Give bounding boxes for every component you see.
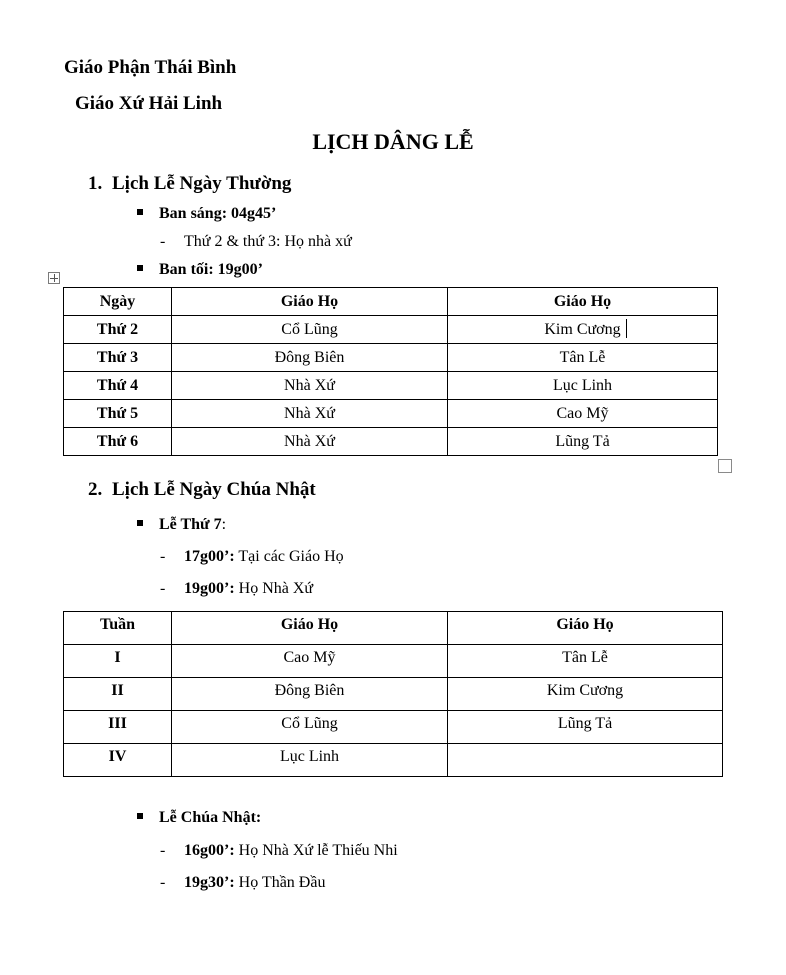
table-row <box>64 400 718 428</box>
table-header-cell: Giáo Họ <box>172 612 448 645</box>
section-2-title: Lịch Lễ Ngày Chúa Nhật <box>112 479 316 500</box>
section-1-number: 1. <box>88 173 103 194</box>
table-cell: Nhà Xứ <box>172 428 448 456</box>
saturday-suffix: : <box>221 516 227 533</box>
section-1-heading <box>88 173 291 195</box>
mass-time: 19g30’: <box>184 874 235 891</box>
table-cell-week: III <box>64 711 172 744</box>
table-header-cell: Giáo Họ <box>448 288 718 316</box>
table-header-cell: Giáo Họ <box>172 288 448 316</box>
dash-bullet-icon: - <box>160 842 166 859</box>
document-title: LỊCH DÂNG LỄ <box>312 129 474 154</box>
table-cell: Tân Lễ <box>448 645 723 678</box>
sunday-label: Lễ Chúa Nhật: <box>159 809 262 826</box>
table-row <box>64 428 718 456</box>
table-row <box>64 711 723 744</box>
sunday-rotation-table <box>63 611 723 777</box>
morning-detail-item <box>160 233 352 251</box>
evening-label: Ban tối: 19g00’ <box>159 261 263 278</box>
square-bullet-icon <box>137 209 143 215</box>
mass-location: Họ Thần Đầu <box>234 874 326 891</box>
table-cell: Cao Mỹ <box>172 645 448 678</box>
morning-label: Ban sáng: 04g45’ <box>159 205 277 222</box>
table-resize-handle[interactable] <box>718 459 732 473</box>
saturday-label: Lễ Thứ 7 <box>159 516 222 533</box>
square-bullet-icon <box>137 813 143 819</box>
table-row <box>64 372 718 400</box>
text-cursor <box>626 319 627 338</box>
table-cell-day: Thứ 6 <box>64 428 172 456</box>
dash-bullet-icon: - <box>160 233 166 250</box>
diocese-heading: Giáo Phận Thái Bình <box>64 57 237 78</box>
table-cell: Cổ Lũng <box>172 316 448 344</box>
mass-location: Tại các Giáo Họ <box>234 548 344 565</box>
table-cell <box>448 744 723 777</box>
mass-location: Họ Nhà Xứ <box>234 580 314 597</box>
morning-detail: Thứ 2 & thứ 3: Họ nhà xứ <box>184 233 352 250</box>
square-bullet-icon <box>137 265 143 271</box>
saturday-item <box>137 516 226 534</box>
mass-location: Họ Nhà Xứ lễ Thiếu Nhi <box>234 842 398 859</box>
table-move-handle-icon[interactable] <box>48 272 60 284</box>
section-1-title: Lịch Lễ Ngày Thường <box>112 173 292 194</box>
sunday-item <box>137 809 261 827</box>
dash-bullet-icon: - <box>160 874 166 891</box>
table-cell: Cao Mỹ <box>448 400 718 428</box>
table-cell: Lũng Tả <box>448 711 723 744</box>
table-cell: Đông Biên <box>172 344 448 372</box>
table-cell-week: II <box>64 678 172 711</box>
mass-time: 19g00’: <box>184 580 235 597</box>
table-cell: Lục Linh <box>448 372 718 400</box>
table-row <box>64 316 718 344</box>
table-cell: Kim Cương <box>448 316 718 344</box>
table-cell: Nhà Xứ <box>172 400 448 428</box>
saturday-mass-item <box>160 580 313 598</box>
table-cell: Lục Linh <box>172 744 448 777</box>
table-cell: Cổ Lũng <box>172 711 448 744</box>
table-cell: Kim Cương <box>448 678 723 711</box>
table-header-row <box>64 288 718 316</box>
parish-heading: Giáo Xứ Hải Linh <box>75 93 223 114</box>
table-cell-day: Thứ 2 <box>64 316 172 344</box>
saturday-mass-item <box>160 548 344 566</box>
table-row <box>64 678 723 711</box>
section-2-number: 2. <box>88 479 103 500</box>
dash-bullet-icon: - <box>160 548 166 565</box>
table-header-cell: Tuần <box>64 612 172 645</box>
square-bullet-icon <box>137 520 143 526</box>
table-cell: Tân Lễ <box>448 344 718 372</box>
table-row <box>64 645 723 678</box>
table-row <box>64 744 723 777</box>
evening-item <box>137 261 263 279</box>
table-cell-day: Thứ 3 <box>64 344 172 372</box>
table-cell: Đông Biên <box>172 678 448 711</box>
table-cell: Nhà Xứ <box>172 372 448 400</box>
table-cell-week: I <box>64 645 172 678</box>
table-cell-day: Thứ 4 <box>64 372 172 400</box>
section-2-heading <box>88 479 316 501</box>
weekday-schedule-table <box>63 287 718 456</box>
table-cell: Lũng Tả <box>448 428 718 456</box>
table-header-cell: Ngày <box>64 288 172 316</box>
sunday-mass-item <box>160 874 325 892</box>
morning-item <box>137 205 276 223</box>
table-cell-week: IV <box>64 744 172 777</box>
sunday-mass-item <box>160 842 398 860</box>
table-header-row <box>64 612 723 645</box>
table-header-cell: Giáo Họ <box>448 612 723 645</box>
mass-time: 16g00’: <box>184 842 235 859</box>
mass-time: 17g00’: <box>184 548 235 565</box>
dash-bullet-icon: - <box>160 580 166 597</box>
table-cell-day: Thứ 5 <box>64 400 172 428</box>
table-row <box>64 344 718 372</box>
